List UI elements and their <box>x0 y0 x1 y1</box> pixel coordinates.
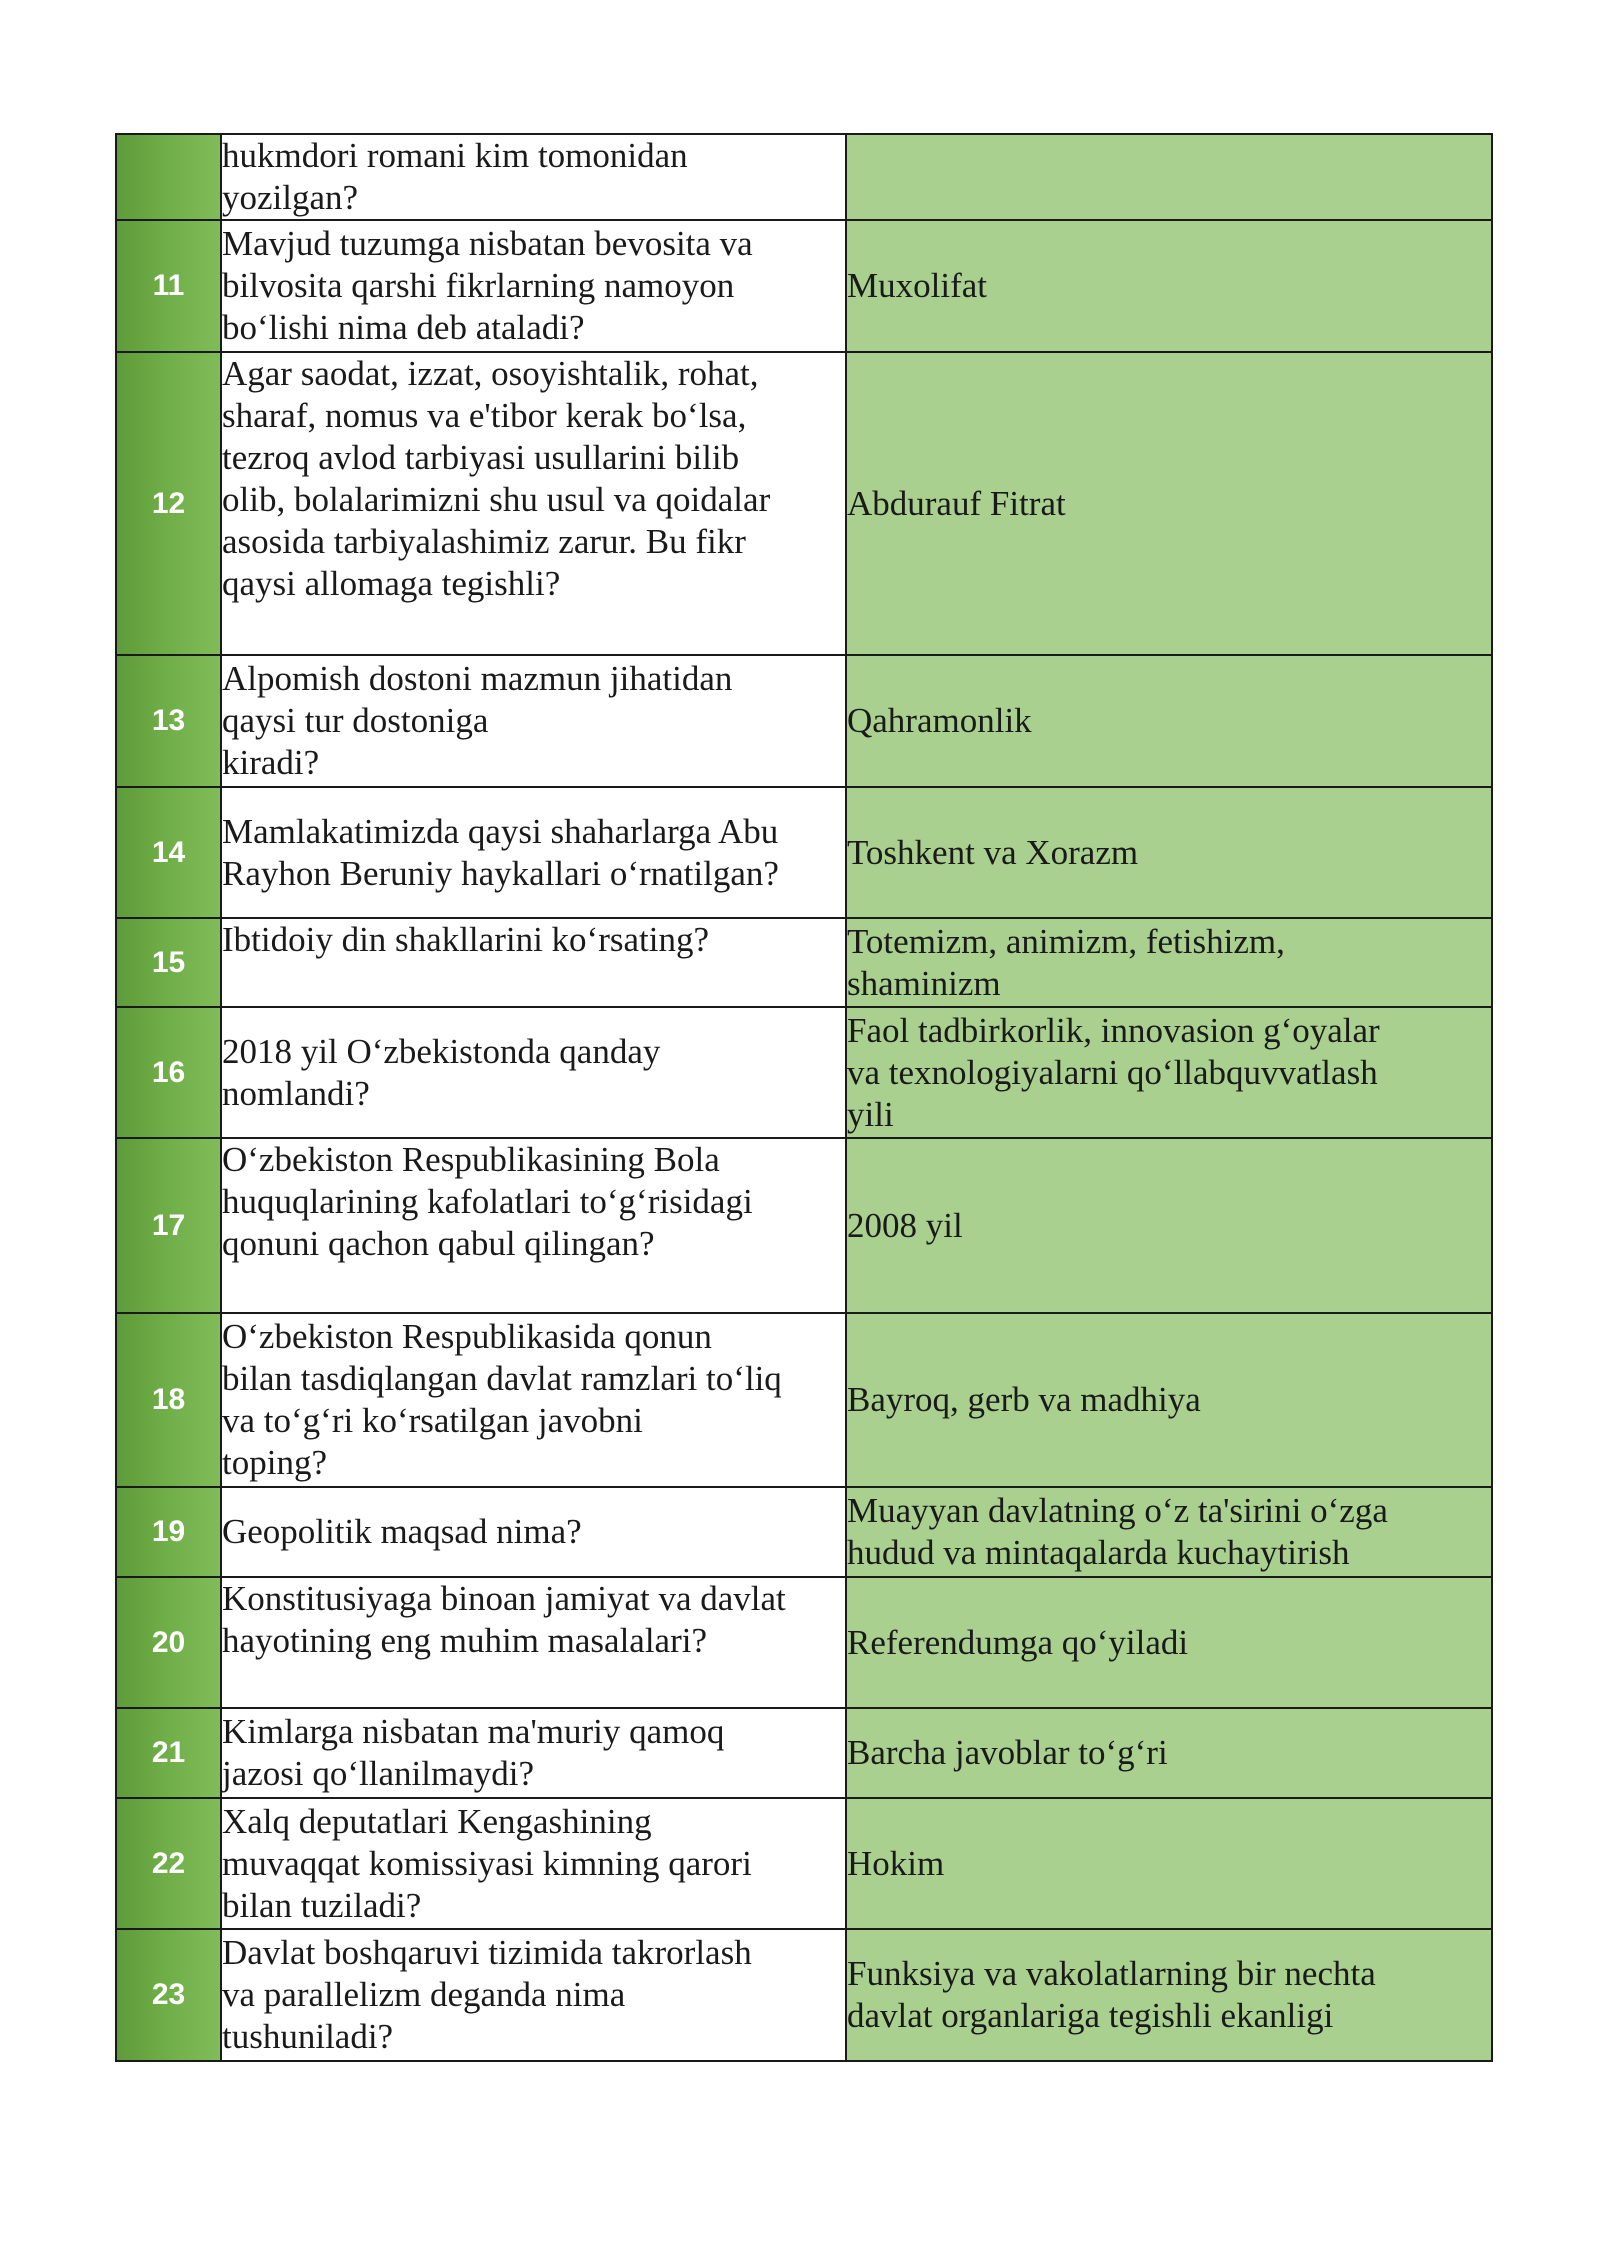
question-text: Mavjud tuzumga nisbatan bevosita va bilvosita qarshi fikrlarning namoyon bo‘lishi nima deb ataladi? <box>222 224 753 347</box>
answer-cell <box>846 1708 1492 1798</box>
table-row <box>116 1313 1492 1487</box>
answer-cell <box>846 1929 1492 2061</box>
table-row <box>116 1577 1492 1708</box>
question-cell <box>221 1007 846 1138</box>
question-text: Alpomish dostoni mazmun jihatidan qaysi tur dostoniga kiradi? <box>222 659 733 782</box>
table-row <box>116 220 1492 352</box>
question-cell <box>221 787 846 918</box>
question-text: Kimlarga nisbatan ma'muriy qamoq jazosi qo‘llanilmaydi? <box>222 1712 725 1793</box>
row-number-cell: 21 <box>116 1708 221 1798</box>
question-text: Konstitusiyaga binoan jamiyat va davlat hayotining eng muhim masalalari? <box>222 1579 786 1660</box>
question-cell <box>221 1798 846 1929</box>
question-text: 2018 yil O‘zbekistonda qanday nomlandi? <box>222 1031 661 1113</box>
question-text: Agar saodat, izzat, osoyishtalik, rohat, sharaf, nomus va e'tibor kerak bo‘lsa, tezroq avlod tarbiyasi usullarini bilib olib, bolalarimizni shu usul va qoidalar asosida tarbiyalashimiz zarur. Bu fikr qaysi allomaga tegishli? <box>222 354 771 603</box>
table-row <box>116 1138 1492 1313</box>
row-number-cell: 19 <box>116 1487 221 1577</box>
answer-cell <box>846 220 1492 352</box>
answer-cell <box>846 1798 1492 1929</box>
table-row <box>116 352 1492 655</box>
table-row <box>116 1929 1492 2061</box>
table-row <box>116 1487 1492 1577</box>
row-number-cell: 16 <box>116 1007 221 1138</box>
table-row <box>116 134 1492 220</box>
table-row <box>116 787 1492 918</box>
answer-text: Faol tadbirkorlik, innovasion g‘oyalar va texnologiyalarni qo‘llabquvvatlash yili <box>847 1010 1380 1134</box>
answer-text: Funksiya va vakolatlarning bir nechta davlat organlariga tegishli ekanligi <box>847 1954 1376 2035</box>
question-cell <box>221 918 846 1007</box>
question-cell <box>221 1138 846 1313</box>
answer-cell <box>846 787 1492 918</box>
table-row <box>116 655 1492 787</box>
question-text: Xalq deputatlari Kengashining muvaqqat komissiyasi kimning qarori bilan tuziladi? <box>222 1801 752 1925</box>
answer-text: Hokim <box>847 1843 945 1883</box>
table-row <box>116 1798 1492 1929</box>
question-cell <box>221 1577 846 1708</box>
question-text: Mamlakatimizda qaysi shaharlarga Abu Rayhon Beruniy haykallari o‘rnatilgan? <box>222 811 779 893</box>
answer-text: Totemizm, animizm, fetishizm, shaminizm <box>847 921 1285 1003</box>
qa-table <box>115 133 1493 2062</box>
row-number-cell: 18 <box>116 1313 221 1487</box>
answer-cell <box>846 134 1492 220</box>
answer-text: Muayyan davlatning o‘z ta'sirini o‘zga hudud va mintaqalarda kuchaytirish <box>847 1491 1388 1572</box>
question-cell <box>221 1487 846 1577</box>
question-cell <box>221 1708 846 1798</box>
answer-cell <box>846 1577 1492 1708</box>
question-text: hukmdori romani kim tomonidan yozilgan? <box>222 136 688 217</box>
answer-text: Referendumga qo‘yiladi <box>847 1622 1189 1662</box>
table-row <box>116 918 1492 1007</box>
question-text: O‘zbekiston Respublikasining Bola huquqlarining kafolatlari to‘g‘risidagi qonuni qachon qabul qilingan? <box>222 1140 753 1263</box>
answer-cell <box>846 655 1492 787</box>
answer-text: Bayroq, gerb va madhiya <box>847 1380 1201 1419</box>
table-row <box>116 1708 1492 1798</box>
answer-cell <box>846 1487 1492 1577</box>
row-number-cell: 17 <box>116 1138 221 1313</box>
question-cell <box>221 1929 846 2061</box>
question-text: Davlat boshqaruvi tizimida takrorlash va parallelizm deganda nima tushuniladi? <box>222 1933 752 2056</box>
row-number-cell: 22 <box>116 1798 221 1929</box>
question-cell <box>221 352 846 655</box>
answer-cell <box>846 1313 1492 1487</box>
answer-text: Barcha javoblar to‘g‘ri <box>847 1733 1168 1772</box>
answer-cell <box>846 352 1492 655</box>
row-number-cell: 23 <box>116 1929 221 2061</box>
answer-cell <box>846 1007 1492 1138</box>
row-number-cell: 15 <box>116 918 221 1007</box>
answer-cell <box>846 918 1492 1007</box>
row-number-cell: 12 <box>116 352 221 655</box>
answer-text: Abdurauf Fitrat <box>847 483 1066 523</box>
question-cell <box>221 134 846 220</box>
answer-text: Toshkent va Xorazm <box>847 832 1139 872</box>
row-number-cell <box>116 134 221 220</box>
row-number-cell: 20 <box>116 1577 221 1708</box>
question-text: Ibtidoiy din shakllarini ko‘rsating? <box>222 920 709 959</box>
answer-text: Qahramonlik <box>847 701 1032 740</box>
row-number-cell: 14 <box>116 787 221 918</box>
answer-cell <box>846 1138 1492 1313</box>
question-text: Geopolitik maqsad nima? <box>222 1512 582 1551</box>
table-row <box>116 1007 1492 1138</box>
answer-text: Muxolifat <box>847 266 987 305</box>
row-number-cell: 11 <box>116 220 221 352</box>
question-cell <box>221 655 846 787</box>
question-cell <box>221 1313 846 1487</box>
row-number-cell: 13 <box>116 655 221 787</box>
answer-text: 2008 yil <box>847 1205 963 1245</box>
question-text: O‘zbekiston Respublikasida qonun bilan tasdiqlangan davlat ramzlari to‘liq va to‘g‘ri ko‘rsatilgan javobni toping? <box>222 1317 782 1482</box>
question-cell <box>221 220 846 352</box>
